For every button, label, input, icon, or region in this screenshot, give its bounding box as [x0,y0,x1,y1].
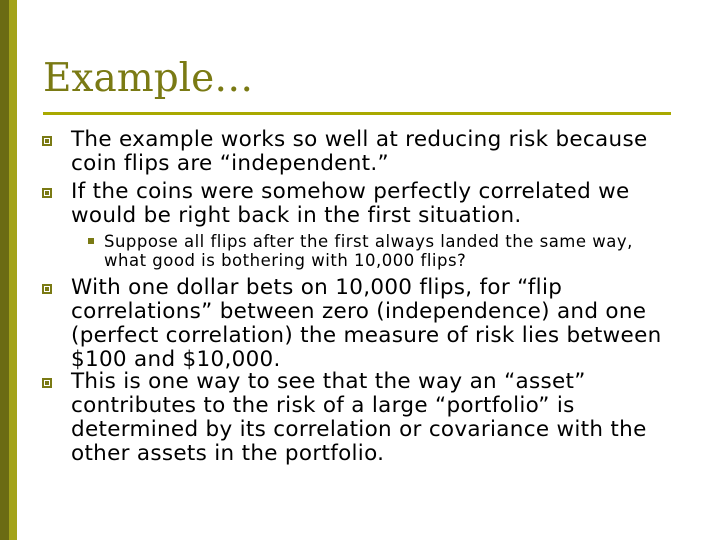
square-bullet-icon [42,136,52,146]
bullet-text: With one dollar bets on 10,000 flips, for “flip correlations” between zero (independence) and one (perfect correlation) the measure of risk lies between $100 and $10,000. [71,275,662,372]
square-bullet-icon [42,378,52,388]
filled-square-bullet-icon [88,238,94,244]
slide-title: Example… [43,56,254,101]
square-bullet-icon [42,284,52,294]
bullet-text: The example works so well at reducing risk because coin flips are “independent.” [71,127,648,176]
sub-bullet-text: Suppose all flips after the first always landed the same way, what good is bothering with 10,000 flips? [104,232,633,270]
bullet-text: If the coins were somehow perfectly correlated we would be right back in the first situation. [71,179,630,228]
bullet-text: This is one way to see that the way an “asset” contributes to the risk of a large “portfolio” is determined by its correlation or covariance with the other assets in the portfolio. [71,369,647,466]
square-bullet-icon [42,188,52,198]
